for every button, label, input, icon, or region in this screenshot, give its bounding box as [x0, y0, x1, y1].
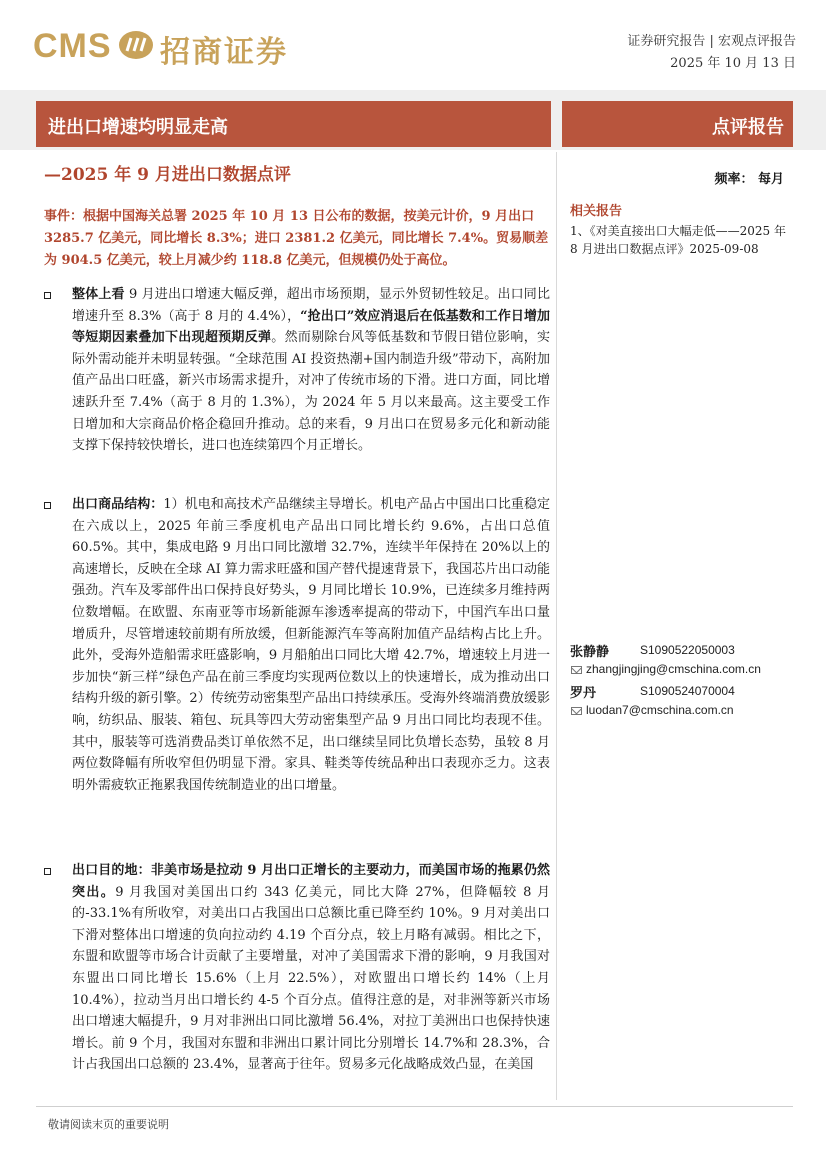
report-type-label: 证券研究报告 | 宏观点评报告 [627, 34, 796, 49]
bullet-icon [44, 292, 51, 299]
logo-latin: CMS [33, 27, 112, 65]
section-export-destination [72, 860, 550, 1076]
section-overview [72, 284, 550, 457]
section-export-structure [72, 494, 550, 796]
analyst-email[interactable]: luodan7@cmschina.com.cn [586, 703, 734, 717]
section-highlight: “抢出口”效应消退后在低基数和工作日增加等短期因素叠加下出现超预期反弹 [72, 308, 550, 346]
event-summary: 事件：根据中国海关总署 2025 年 10 月 13 日公布的数据，按美元计价，9 月出口 3285.7 亿美元，同比增长 8.3%；进口 2381.2 亿美元，同比增长 7.4%。贸易顺差为 904.5 亿美元，较上月减少约 118.8 亿美元，但规模仍处于高位。 [44, 209, 549, 268]
page-subtitle: —2025 年 9 月进出口数据点评 [44, 165, 291, 185]
report-date: 2025 年 10 月 13 日 [670, 56, 796, 71]
section-highlight: 非美市场是拉动 9 月出口正增长的主要动力，而美国市场的拖累仍然突出。 [72, 863, 550, 900]
footer-divider [36, 1106, 793, 1107]
bullet-icon [44, 868, 51, 875]
section-text: 1）机电和高技术产品继续主导增长。机电产品占中国出口比重稳定在六成以上，2025 年前三季度机电产品出口同比增长约 9.6%，占出口总值 60.5%。其中，集成电路 9 月出口同比激增 32.7%，连续半年保持在 20%以上的高速增长，反映在全球 AI 算力需求旺盛和国产替代提速背景下，我国芯片出口动能强劲。汽车及零部件出口保持良好势头，9 月同比增长 10.9%，已连续多月维持两位数增幅。在欧盟、东南亚等市场新能源车渗透率提高的带动下，中国汽车出口量增质升，尽管增速较前期有所放缓，但新能源汽车等高附加值产品结构占比上升。此外，受海外造船需求旺盛影响，9 月船舶出口同比大增 42.7%，增速较上月进一步加快“新三样”绿色产品在前三季度均实现两位数以上的快速增长，成为推动出口结构升级的新引擎。2）传统劳动密集型产品出口持续承压。受海外终端消费放缓影响，纺织品、服装、箱包、玩具等四大劳动密集型产品 9 月出口同比均表现不佳。其中，服装等可选消费品类订单依然不足，出口继续呈同比负增长态势，虽较 8 月两位数降幅有所收窄但仍明显下滑。家具、鞋类等传统品种出口表现亦乏力。这表明外需疲软正拖累我国传统制造业的出口增量。 [72, 497, 550, 793]
company-logo-icon [118, 29, 154, 61]
logo-chinese: 招商证券 [160, 35, 288, 70]
analyst-cert: S1090522050003 [640, 643, 735, 657]
analyst-cert: S1090524070004 [640, 684, 735, 698]
section-lead: 出口目的地： [72, 863, 151, 878]
bullet-icon [44, 502, 51, 509]
section-text: 9 月进出口增速大幅反弹，超出市场预期，显示外贸韧性较足。出口同比增速升至 8.3%（高于 8 月的 4.4%）， [72, 287, 550, 324]
related-reports-title: 相关报告 [570, 204, 623, 219]
section-text: 9 月我国对美国出口约 343 亿美元，同比大降 27%，但降幅较 8 月的-33.1%有所收窄，对美出口占我国出口总额比重已降至约 10%。9 月对美出口下滑对整体出口增速的负向拉动约 4.19 个百分点，较上月略有减弱。相比之下，东盟和欧盟等市场合计贡献了主要增量，对冲了美国需求下滑的影响，9 月我国对东盟出口同比增长 15.6%（上月 22.5%），对欧盟出口增长约 14%（上月 10.4%），拉动当月出口增长约 4-5 个百分点。值得注意的是，对非洲等新兴市场出口增速大幅提升，9 月对非洲出口同比激增 56.4%，对拉丁美洲出口也保持快速增长。前 9 个月，我国对东盟和非洲出口累计同比分别增长 14.7%和 28.3%，合计占我国出口总额的 23.4%，显著高于往年。贸易多元化战略成效凸显，在美国 [72, 884, 550, 1073]
analyst-name: 张静静 [570, 645, 610, 660]
column-divider [556, 152, 557, 1100]
frequency-label: 频率： 每月 [714, 172, 784, 187]
footer-note: 敬请阅读末页的重要说明 [48, 1118, 169, 1131]
email-icon [571, 707, 582, 715]
category-label: 点评报告 [712, 117, 784, 138]
page-title: 进出口增速均明显走高 [48, 117, 228, 138]
email-icon [571, 666, 582, 674]
section-text: 。然而剔除台风等低基数和节假日错位影响，实际外需动能并未明显转强。“全球范围 AI 投资热潮+国内制造升级”带动下，高附加值产品出口旺盛，新兴市场需求提升，对冲了传统市场的下滑。进口方面，同比增速跃升至 7.4%（高于 8 月的 1.3%），为 2024 年 5 月以来最高。这主要受工作日增加和大宗商品价格企稳回升推动。总的来看，9 月出口在贸易多元化和新动能支撑下保持较快增长，进口也连续第四个月正增长。 [72, 330, 550, 454]
section-lead: 出口商品结构： [72, 497, 164, 512]
related-report-link[interactable]: 1、《对美直接出口大幅走低——2025 年 8 月进出口数据点评》2025-09-08 [570, 224, 786, 256]
section-lead: 整体上看 [72, 287, 125, 302]
analyst-name: 罗丹 [570, 686, 597, 701]
analyst-email[interactable]: zhangjingjing@cmschina.com.cn [586, 662, 761, 676]
